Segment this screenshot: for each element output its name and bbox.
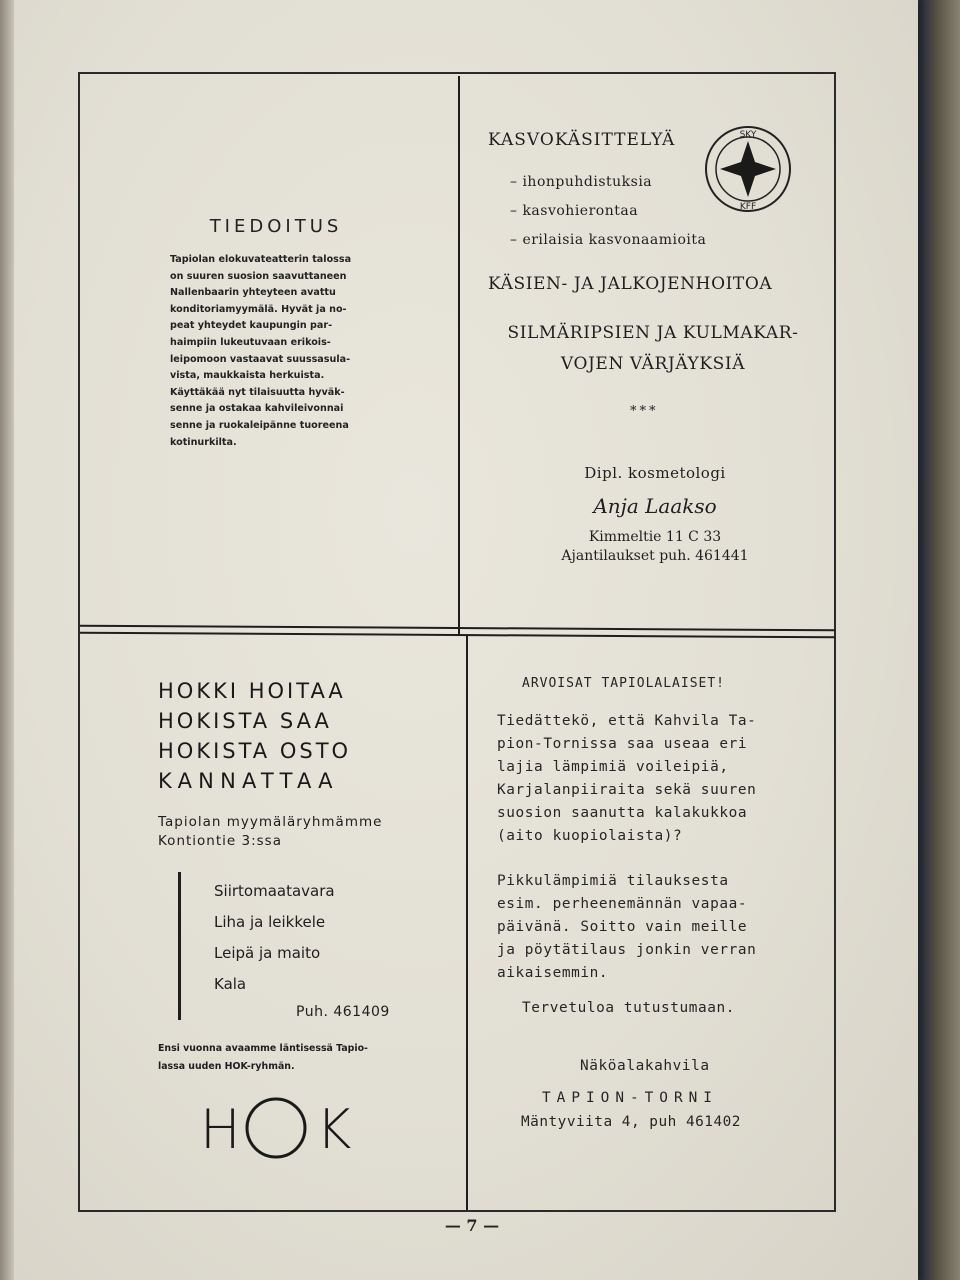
logo-bottom-text: KFF — [739, 202, 757, 212]
kosmetologi-address: Kimmeltie 11 C 33 — [588, 529, 722, 545]
tiedoitus-line: Tapiolan elokuvateatterin talossa — [170, 254, 352, 265]
hok-headline-line: KANNATTAA — [158, 769, 339, 793]
tiedoitus-line: on suuren suosion saavuttaneen — [170, 270, 347, 282]
dipl-kosmetologi: Dipl. kosmetologi — [584, 464, 726, 482]
vertical-divider-bottom — [466, 636, 468, 1210]
hok-group-line-2: Kontiontie 3:ssa — [158, 833, 282, 849]
hok-group-info — [158, 813, 382, 851]
kahvila-paragraph-2: Pikkulämpimiä tilauksesta esim. perheenemännän vapaa- päivänä. Soitto vain meille ja pöytätilaus jonkin verran aikaisemmin. — [497, 873, 757, 981]
kahvila-welcome: Tervetuloa tutustumaan. — [522, 1000, 736, 1016]
tiedoitus-line: peat yhteydet kaupungin par- — [170, 320, 333, 332]
star-ornament: *** — [630, 404, 659, 419]
tiedoitus-line: konditoriamyymälä. Hyvät ja no- — [170, 303, 347, 315]
tiedoitus-line: senne ja ruokaleipänne tuoreena — [170, 419, 349, 431]
kasvokasittely-title: KASVOKÄSITTELYÄ — [488, 130, 676, 150]
goods-item: Siirtomaatavara — [214, 882, 335, 900]
tiedoitus-line: Käyttäkää nyt tilaisuutta hyväk- — [170, 386, 345, 398]
hok-headline-line: HOKISTA OSTO — [158, 739, 352, 763]
hok-headline-line: HOKISTA SAA — [158, 709, 332, 733]
goods-bar — [178, 872, 181, 1020]
silma-line-2: VOJEN VÄRJÄYKSIÄ — [560, 354, 746, 374]
hok-announcement — [158, 1040, 408, 1076]
kosmetologi-phone: Ajantilaukset puh. 461441 — [561, 548, 749, 564]
tiedoitus-line: kotinurkilta. — [170, 436, 237, 448]
service-item: – ihonpuhdistuksia — [510, 174, 653, 190]
hok-logo-h: H — [200, 1098, 241, 1160]
tiedoitus-title: TIEDOITUS — [209, 216, 343, 237]
service-item: – kasvohierontaa — [510, 203, 639, 219]
kahvila-paragraph-1: Tiedättekö, että Kahvila Ta- pion-Tornissa saa useaa eri lajia lämpimiä voileipiä, Karjalanpiiraita sekä suuren suosion saanutta kalakukkoa (aito kuopiolaista)? — [497, 713, 757, 844]
spine-shadow — [0, 0, 14, 1280]
hok-phone: Puh. 461409 — [296, 1004, 390, 1020]
sky-kff-logo-icon — [703, 125, 793, 213]
kahvila-name-1: Näköalakahvila — [580, 1058, 710, 1074]
page-number: — 7 — — [444, 1216, 500, 1235]
tiedoitus-body — [170, 252, 376, 451]
hok-headline-line: HOKKI HOITAA — [158, 679, 346, 703]
tiedoitus-line: haimpiin lukeutuvaan erikois- — [170, 336, 331, 348]
hok-logo-k: K — [316, 1098, 352, 1160]
hok-headline — [158, 676, 408, 796]
service-item: – erilaisia kasvonaamioita — [510, 232, 707, 248]
kahvila-name-2: TAPION-TORNI — [542, 1090, 718, 1106]
silmaripsien-heading — [488, 318, 818, 380]
goods-item: Kala — [214, 975, 247, 993]
tiedoitus-line: leipomoon vastaavat suussasula- — [170, 353, 351, 365]
hok-group-line-1: Tapiolan myymäläryhmämme — [158, 814, 383, 830]
tiedoitus-line: vista, maukkaista herkuista. — [170, 370, 325, 382]
vertical-divider-top — [458, 76, 460, 636]
hok-announcement-line-1: Ensi vuonna avaamme läntisessä Tapio- — [158, 1043, 368, 1054]
tiedoitus-line: senne ja ostakaa kahvileivonnai — [170, 403, 344, 415]
kahvila-heading: ARVOISAT TAPIOLALAISET! — [522, 676, 726, 691]
silma-line-1: SILMÄRIPSIEN JA KULMAKAR- — [507, 323, 799, 343]
hok-logo-icon — [200, 1096, 364, 1160]
goods-item: Liha ja leikkele — [214, 913, 326, 931]
kasien-heading: KÄSIEN- JA JALKOJENHOITOA — [488, 274, 773, 294]
goods-list — [214, 876, 335, 1000]
kahvila-address: Mäntyviita 4, puh 461402 — [521, 1114, 741, 1130]
signature: Anja Laakso — [593, 494, 717, 518]
goods-item: Leipä ja maito — [214, 944, 321, 962]
hok-announcement-line-2: lassa uuden HOK-ryhmän. — [158, 1061, 295, 1072]
tiedoitus-line: Nallenbaarin yhteyteen avattu — [170, 287, 336, 299]
logo-top-text: SKY — [739, 130, 757, 140]
